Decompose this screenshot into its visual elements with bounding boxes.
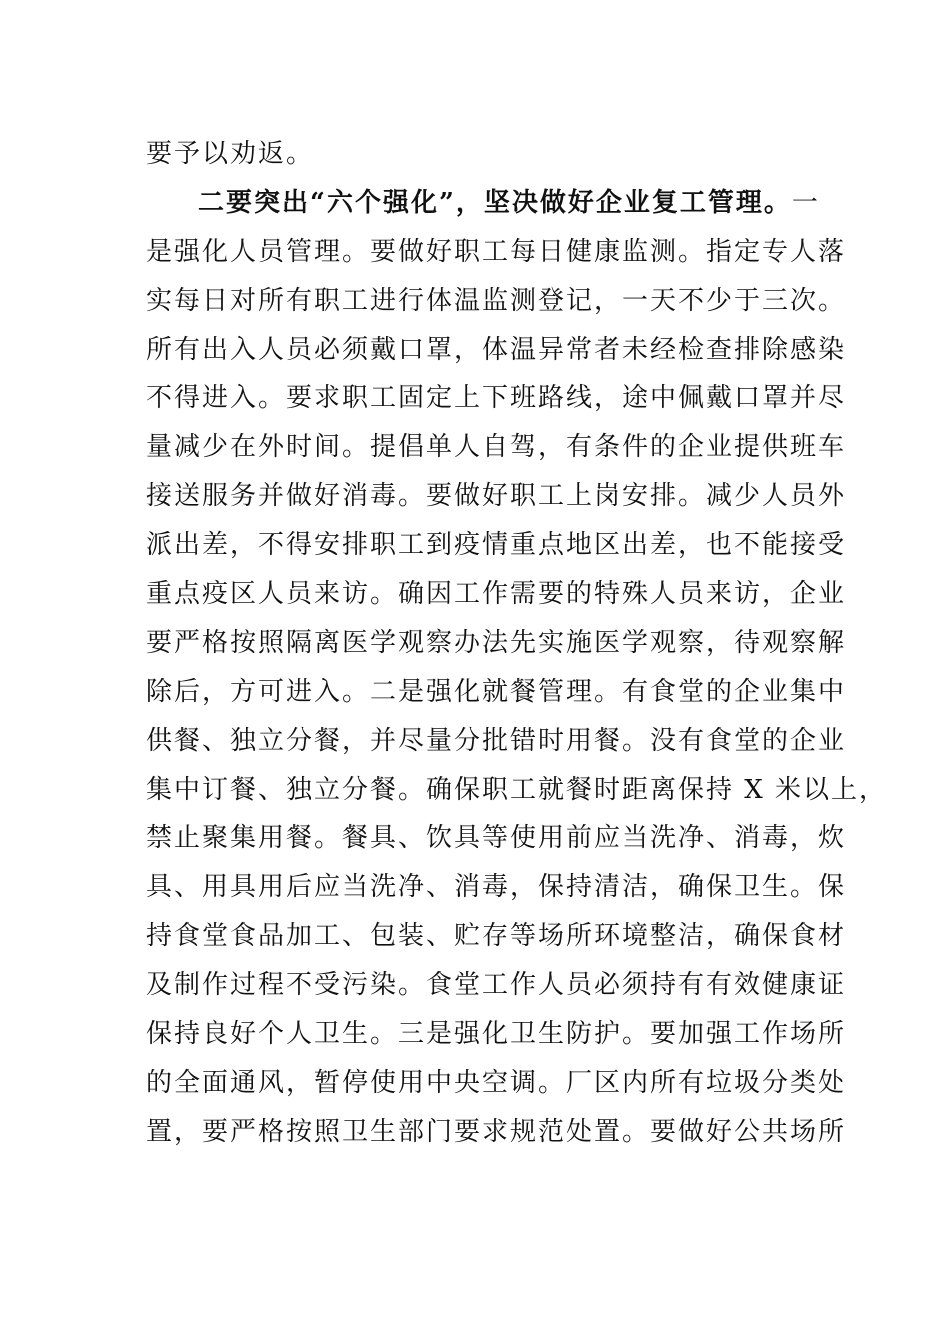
paragraph-2-line: 及制作过程不受污染。食堂工作人员必须持有有效健康证 — [146, 970, 847, 1001]
paragraph-2-line: 保持良好个人卫生。三是强化卫生防护。要加强工作场所 — [146, 1019, 847, 1050]
paragraph-2-line: 禁止聚集用餐。餐具、饮具等使用前应当洗净、消毒，炊 — [146, 823, 847, 854]
paragraph-2-first-line-rest: 一 — [791, 187, 820, 218]
document-body — [146, 130, 888, 1157]
paragraph-2-line: 实每日对所有职工进行体温监测登记，一天不少于三次。 — [146, 285, 847, 316]
paragraph-2-line: 不得进入。要求职工固定上下班路线，途中佩戴口罩并尽 — [146, 383, 847, 414]
paragraph-2-line: 要严格按照隔离医学观察办法先实施医学观察，待观察解 — [146, 627, 847, 658]
paragraph-1-line: 要予以劝返。 — [146, 139, 315, 169]
paragraph-2-line: 置，要严格按照卫生部门要求规范处置。要做好公共场所 — [146, 1116, 847, 1147]
paragraph-2-line: 量减少在外时间。提倡单人自驾，有条件的企业提供班车 — [146, 432, 847, 463]
paragraph-2-line: 具、用具用后应当洗净、消毒，保持清洁，确保卫生。保 — [146, 872, 847, 903]
paragraph-2-line: 派出差，不得安排职工到疫情重点地区出差，也不能接受 — [146, 530, 847, 561]
paragraph-2-line: 是强化人员管理。要做好职工每日健康监测。指定专人落 — [146, 236, 847, 267]
paragraph-2-line: 除后，方可进入。二是强化就餐管理。有食堂的企业集中 — [146, 676, 847, 707]
paragraph-2-line: 所有出入人员必须戴口罩，体温异常者未经检查排除感染 — [146, 334, 847, 365]
paragraph-2-line: 的全面通风，暂停使用中央空调。厂区内所有垃圾分类处 — [146, 1067, 847, 1098]
paragraph-2-line: 接送服务并做好消毒。要做好职工上岗安排。减少人员外 — [146, 481, 847, 512]
paragraph-2-line: 持食堂食品加工、包装、贮存等场所环境整洁，确保食材 — [146, 921, 847, 952]
paragraph-2-first-line — [146, 179, 820, 228]
paragraph-heading: 二要突出“六个强化”，坚决做好企业复工管理。 — [198, 187, 792, 218]
paragraph-2-line: 重点疫区人员来访。确因工作需要的特殊人员来访，企业 — [146, 579, 847, 610]
paragraph-2-line: 供餐、独立分餐，并尽量分批错时用餐。没有食堂的企业 — [146, 725, 847, 756]
paragraph-2-line: 集中订餐、独立分餐。确保职工就餐时距离保持 X 米以上， — [146, 774, 888, 805]
